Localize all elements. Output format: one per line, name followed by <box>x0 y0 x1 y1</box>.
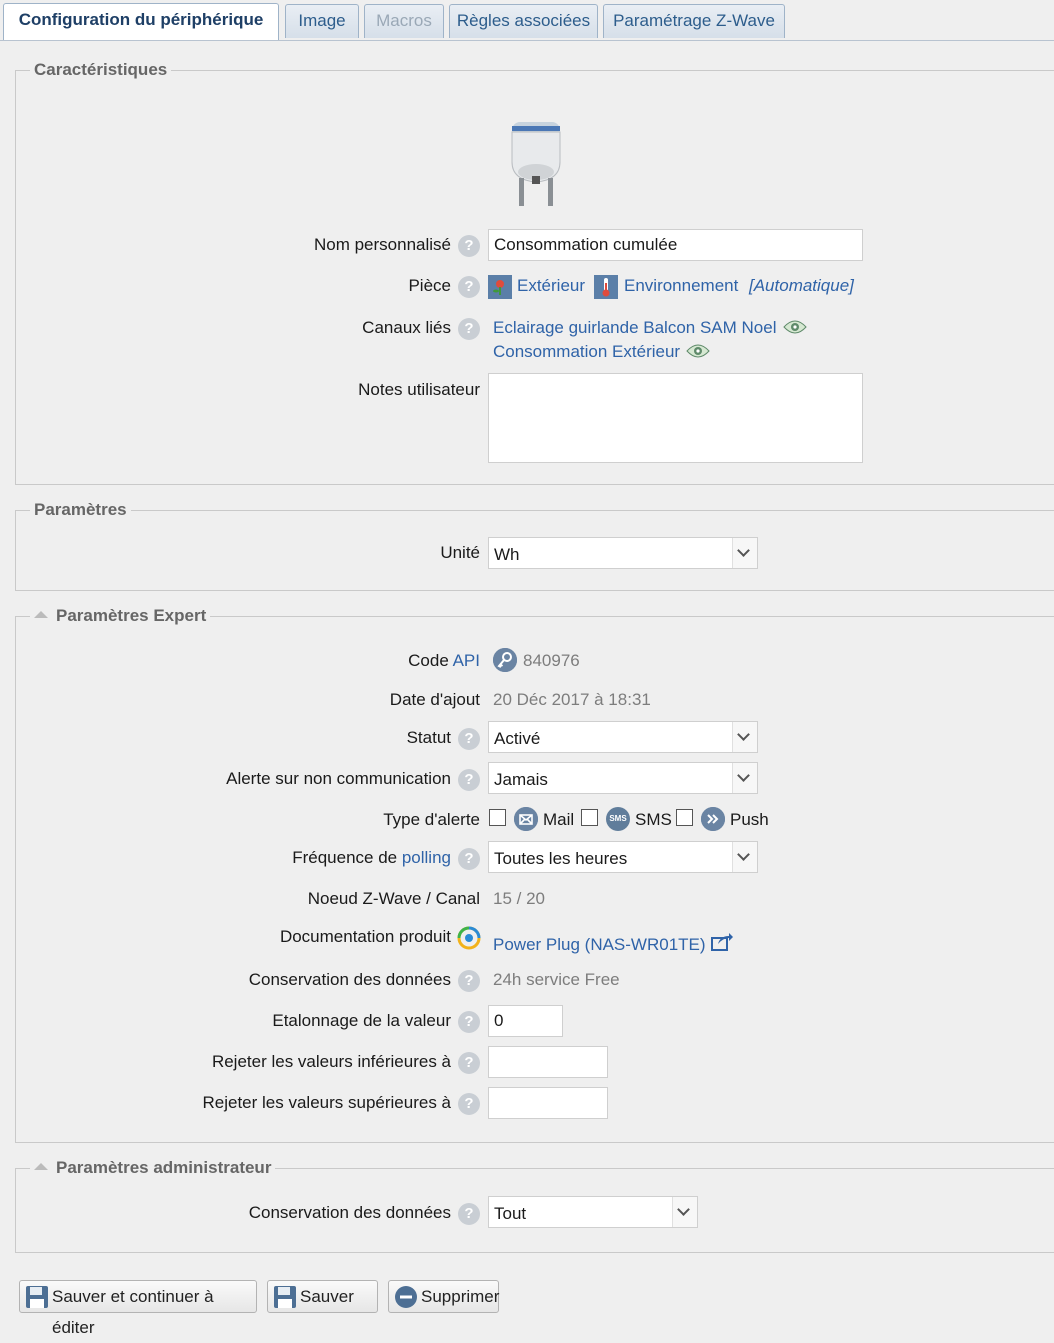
statut-label: Statut <box>406 728 451 747</box>
push-checkbox[interactable] <box>676 809 693 826</box>
piece-category-link[interactable]: Environnement <box>624 276 739 295</box>
help-icon[interactable]: ? <box>458 235 480 257</box>
unite-label: Unité <box>440 543 480 562</box>
api-link[interactable]: API <box>452 651 480 670</box>
tab-bar <box>0 0 1054 41</box>
code-label: Code API <box>408 651 480 670</box>
alerte-value: Jamais <box>494 770 548 789</box>
polling-link[interactable]: polling <box>401 848 451 867</box>
save-button[interactable]: Sauver <box>267 1280 378 1313</box>
admin-conservation-label: Conservation des données <box>248 1203 451 1222</box>
flower-icon <box>488 275 512 304</box>
unite-value: Wh <box>494 545 520 564</box>
notes-label: Notes utilisateur <box>358 380 480 399</box>
eye-icon[interactable] <box>783 319 807 340</box>
chevron-down-icon[interactable] <box>732 538 757 568</box>
doc-link[interactable]: Power Plug (NAS-WR01TE) <box>493 932 734 957</box>
noeud-label: Noeud Z-Wave / Canal <box>307 889 480 908</box>
help-icon[interactable]: ? <box>458 1011 480 1033</box>
api-code-value: 840976 <box>523 651 580 670</box>
legend-parametres: Paramètres <box>34 500 127 519</box>
chevron-down-icon[interactable] <box>732 763 757 793</box>
sms-icon: SMS <box>606 807 630 831</box>
mail-label: Mail <box>543 810 575 829</box>
tab-image[interactable]: Image <box>285 4 359 38</box>
push-icon <box>701 807 725 831</box>
alerte-select[interactable] <box>488 762 758 794</box>
legend-expert[interactable]: Paramètres Expert <box>30 606 210 626</box>
canal-link[interactable]: Eclairage guirlande Balcon SAM Noel <box>493 318 807 340</box>
conservation-value: 24h service Free <box>493 970 620 989</box>
nom-personnalise-input[interactable] <box>488 229 863 261</box>
canal-link[interactable]: Consommation Extérieur <box>493 342 710 364</box>
chevron-down-icon[interactable] <box>732 842 757 872</box>
legend-admin[interactable]: Paramètres administrateur <box>30 1158 275 1178</box>
help-icon[interactable]: ? <box>458 848 480 870</box>
delete-button[interactable]: Supprimer <box>388 1280 499 1313</box>
help-icon[interactable]: ? <box>458 769 480 791</box>
rejet-sup-input[interactable] <box>488 1087 608 1119</box>
etalonnage-label: Etalonnage de la valeur <box>272 1011 451 1030</box>
rejet-inf-label: Rejeter les valeurs inférieures à <box>211 1052 451 1071</box>
piece-room-link[interactable]: Extérieur <box>517 276 586 295</box>
piece-mode: [Automatique] <box>749 276 854 295</box>
chevron-down-icon[interactable] <box>732 722 757 752</box>
eye-icon[interactable] <box>686 343 710 364</box>
external-link-icon[interactable] <box>710 932 734 957</box>
admin-conservation-value: Tout <box>494 1204 527 1223</box>
help-icon[interactable]: ? <box>458 1093 480 1115</box>
help-icon[interactable]: ? <box>458 970 480 992</box>
sms-checkbox[interactable] <box>581 809 598 826</box>
thermometer-icon <box>594 275 618 304</box>
tab-regles-associees[interactable]: Règles associées <box>449 4 598 38</box>
help-icon[interactable]: ? <box>458 276 480 298</box>
doc-label: Documentation produit <box>279 927 451 946</box>
tab-configuration[interactable]: Configuration du périphérique <box>3 3 279 40</box>
piece-label: Pièce <box>408 276 451 295</box>
tab-macros[interactable]: Macros <box>364 4 444 38</box>
alerte-label: Alerte sur non communication <box>226 769 451 788</box>
statut-select[interactable] <box>488 721 758 753</box>
push-label: Push <box>730 810 769 829</box>
freq-select[interactable] <box>488 841 758 873</box>
collapse-arrow-icon[interactable] <box>34 611 48 618</box>
collapse-arrow-icon[interactable] <box>34 1163 48 1170</box>
freq-value: Toutes les heures <box>494 849 628 868</box>
help-icon[interactable]: ? <box>458 318 480 340</box>
statut-value: Activé <box>494 729 541 748</box>
legend-caracteristiques: Caractéristiques <box>34 60 168 79</box>
minus-circle-icon <box>394 1285 418 1319</box>
date-label: Date d'ajout <box>389 690 480 709</box>
key-icon <box>493 648 517 672</box>
rejet-inf-input[interactable] <box>488 1046 608 1078</box>
type-alerte-label: Type d'alerte <box>383 810 480 829</box>
noeud-value: 15 / 20 <box>493 889 545 908</box>
mail-icon <box>514 807 538 831</box>
canaux-label: Canaux liés <box>362 318 451 337</box>
floppy-disk-icon <box>25 1285 49 1319</box>
admin-conservation-select[interactable] <box>488 1196 698 1228</box>
help-icon[interactable]: ? <box>458 728 480 750</box>
conservation-label: Conservation des données <box>248 970 451 989</box>
etalonnage-input[interactable] <box>488 1005 563 1037</box>
product-doc-icon <box>457 926 481 955</box>
device-image <box>506 118 566 217</box>
save-continue-button[interactable]: Sauver et continuer à éditer <box>19 1280 257 1313</box>
chevron-down-icon[interactable] <box>672 1197 697 1227</box>
notes-textarea[interactable] <box>488 373 863 463</box>
rejet-sup-label: Rejeter les valeurs supérieures à <box>202 1093 451 1112</box>
mail-checkbox[interactable] <box>489 809 506 826</box>
tab-parametrage-zwave[interactable]: Paramétrage Z-Wave <box>603 4 785 38</box>
floppy-disk-icon <box>273 1285 297 1319</box>
date-value: 20 Déc 2017 à 18:31 <box>493 690 651 709</box>
freq-label: Fréquence de polling <box>292 848 451 867</box>
help-icon[interactable]: ? <box>458 1203 480 1225</box>
sms-label: SMS <box>635 810 672 829</box>
nom-label: Nom personnalisé <box>313 235 451 254</box>
help-icon[interactable]: ? <box>458 1052 480 1074</box>
unite-select[interactable] <box>488 537 758 569</box>
